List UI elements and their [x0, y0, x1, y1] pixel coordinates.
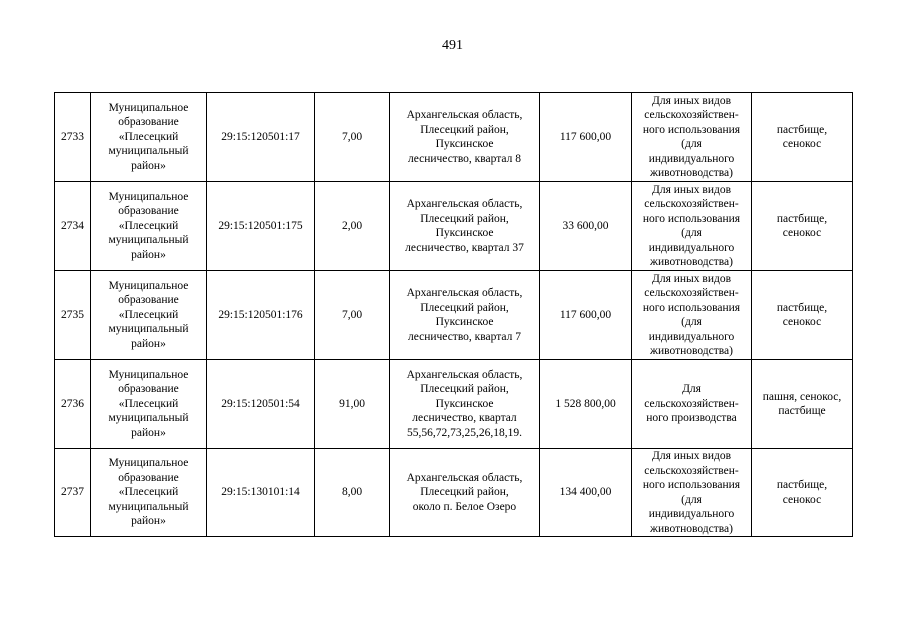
land-registry-table [54, 92, 853, 537]
cadastral-value-cell: 117 600,00 [540, 271, 632, 360]
owner-cell: Муниципальное образование «Плесецкий муниципальный район» [91, 93, 207, 182]
cadastral-value-cell: 134 400,00 [540, 449, 632, 537]
cadastral-number-cell: 29:15:130101:14 [207, 449, 315, 537]
cadastral-value-cell: 1 528 800,00 [540, 360, 632, 449]
row-number-cell: 2737 [55, 449, 91, 537]
page-number: 491 [442, 38, 463, 53]
location-cell: Архангельская область, Плесецкий район, Пуксинское лесничество, квартал 37 [390, 182, 540, 271]
table-row [55, 93, 853, 182]
land-type-cell: пастбище, сенокос [752, 93, 853, 182]
land-type-cell: пастбище, сенокос [752, 182, 853, 271]
area-cell: 8,00 [315, 449, 390, 537]
table-row [55, 449, 853, 537]
cadastral-value-cell: 33 600,00 [540, 182, 632, 271]
land-type-cell: пастбище, сенокос [752, 449, 853, 537]
row-number-cell: 2733 [55, 93, 91, 182]
row-number-cell: 2736 [55, 360, 91, 449]
table-row [55, 182, 853, 271]
owner-cell: Муниципальное образование «Плесецкий муниципальный район» [91, 449, 207, 537]
table-row [55, 360, 853, 449]
area-cell: 7,00 [315, 93, 390, 182]
owner-cell: Муниципальное образование «Плесецкий муниципальный район» [91, 271, 207, 360]
cadastral-number-cell: 29:15:120501:17 [207, 93, 315, 182]
land-type-cell: пастбище, сенокос [752, 271, 853, 360]
area-cell: 2,00 [315, 182, 390, 271]
permitted-use-cell: Для иных видов сельскохозяйствен- ного использования (для индивидуального животноводства) [632, 449, 752, 537]
row-number-cell: 2734 [55, 182, 91, 271]
cadastral-number-cell: 29:15:120501:175 [207, 182, 315, 271]
row-number-cell: 2735 [55, 271, 91, 360]
owner-cell: Муниципальное образование «Плесецкий муниципальный район» [91, 182, 207, 271]
location-cell: Архангельская область, Плесецкий район, Пуксинское лесничество, квартал 8 [390, 93, 540, 182]
permitted-use-cell: Для иных видов сельскохозяйствен- ного использования (для индивидуального животноводства) [632, 93, 752, 182]
location-cell: Архангельская область, Плесецкий район, около п. Белое Озеро [390, 449, 540, 537]
area-cell: 91,00 [315, 360, 390, 449]
area-cell: 7,00 [315, 271, 390, 360]
permitted-use-cell: Для сельскохозяйствен- ного производства [632, 360, 752, 449]
permitted-use-cell: Для иных видов сельскохозяйствен- ного использования (для индивидуального животноводства) [632, 182, 752, 271]
permitted-use-cell: Для иных видов сельскохозяйствен- ного использования (для индивидуального животноводства) [632, 271, 752, 360]
owner-cell: Муниципальное образование «Плесецкий муниципальный район» [91, 360, 207, 449]
location-cell: Архангельская область, Плесецкий район, Пуксинское лесничество, квартал 7 [390, 271, 540, 360]
location-cell: Архангельская область, Плесецкий район, Пуксинское лесничество, квартал 55,56,72,73,25,26,18,19. [390, 360, 540, 449]
cadastral-number-cell: 29:15:120501:54 [207, 360, 315, 449]
table-row [55, 271, 853, 360]
cadastral-number-cell: 29:15:120501:176 [207, 271, 315, 360]
cadastral-value-cell: 117 600,00 [540, 93, 632, 182]
land-type-cell: пашня, сенокос, пастбище [752, 360, 853, 449]
